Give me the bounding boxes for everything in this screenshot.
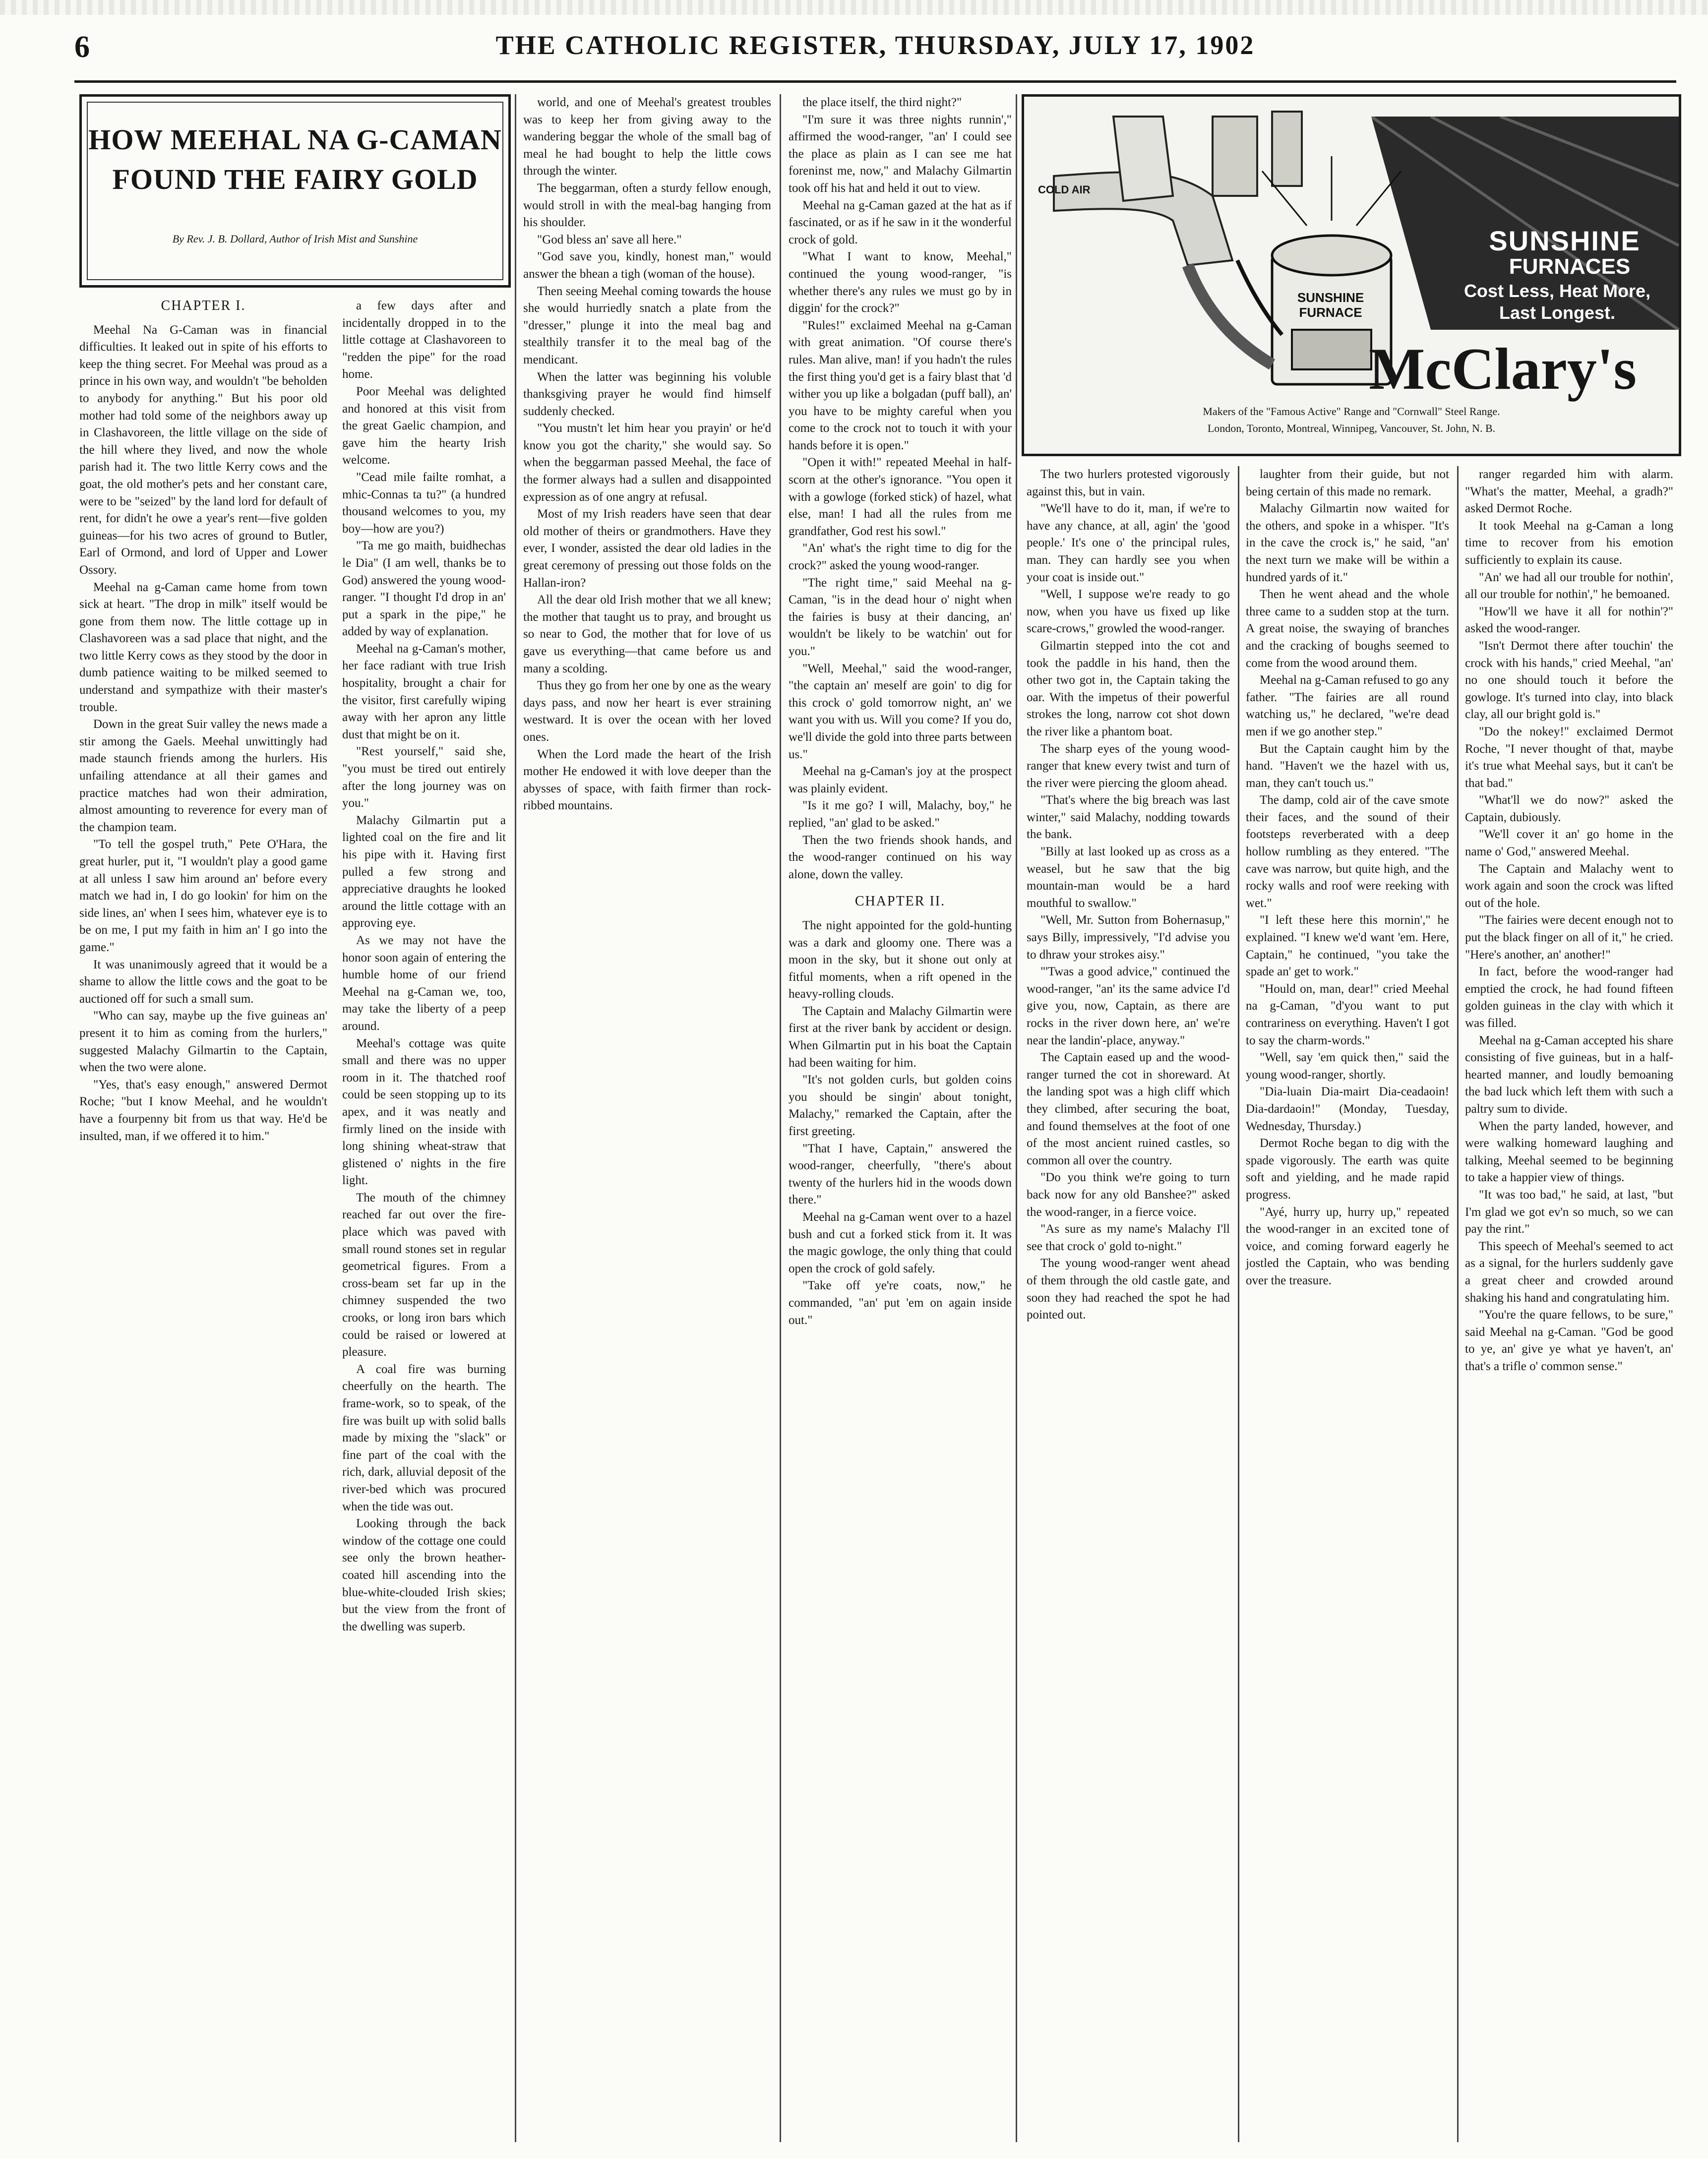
article-paragraph: Then seeing Meehal coming towards the house she would hurriedly snatch a plate from the "dresser," plunge it into the meal bag and stealthily transfer it to the meal bag of the mendicant. bbox=[523, 284, 771, 366]
article-paragraph: "Well, Mr. Sutton from Bohernasup," says Billy, impressively, "I'd advise you to dhraw your strokes aisy." bbox=[1027, 913, 1230, 961]
article-paragraph: "What I want to know, Meehal," continued the young wood-ranger, "is whether there's any rules we must go by in diggin' for the crock?" bbox=[789, 250, 1012, 315]
column-3 bbox=[523, 94, 771, 2142]
article-paragraph: "It was too bad," he said, at last, "but I'm glad we got ev'n so much, so we can pay the rint." bbox=[1465, 1188, 1673, 1236]
chapter-2-heading: CHAPTER II. bbox=[854, 894, 946, 909]
article-paragraph: Meehal na g-Caman refused to go any father. "The fairies are all round watching us," he declared, "we're dead men if we go another step." bbox=[1246, 673, 1449, 738]
column-5 bbox=[1027, 466, 1230, 2142]
column-rule bbox=[515, 94, 516, 2142]
column-rule bbox=[780, 94, 781, 2142]
page-number: 6 bbox=[74, 30, 90, 64]
header-rule bbox=[74, 80, 1676, 83]
column-3-body bbox=[523, 94, 771, 815]
article-paragraph: Meehal's cottage was quite small and there was no upper room in it. The thatched roof could be seen stopping up to its apex, and it was neatly and firmly lined on the inside with long shining wheat-straw that glistened o' nights in the fire light. bbox=[342, 1036, 506, 1188]
column-rule bbox=[1016, 94, 1017, 2142]
article-paragraph: "We'll cover it an' go home in the name o' God," answered Meehal. bbox=[1465, 828, 1673, 859]
article-paragraph: When the latter was beginning his voluble thanksgiving prayer he would find himself suddenly checked. bbox=[523, 370, 771, 418]
column-rule bbox=[1457, 466, 1459, 2142]
article-paragraph: Meehal na g-Caman gazed at the hat as if fascinated, or as if he saw in it the wonderful crock of gold. bbox=[789, 198, 1012, 246]
article-paragraph: world, and one of Meehal's greatest troubles was to keep her from giving away to the wandering beggar the whole of the small bag of meal he had bought to help the little cows through the winter. bbox=[523, 96, 771, 178]
article-paragraph: "Open it with!" repeated Meehal in half-scorn at the other's ignorance. "You open it with a gowloge (forked stick) of hazel, what else, man! I had all the rules from me grandfather, God rest his sowl." bbox=[789, 456, 1012, 538]
article-paragraph: Meehal na g-Caman went over to a hazel bush and cut a forked stick from it. It was the magic gowloge, the only thing that could open the crock of gold safely. bbox=[789, 1210, 1012, 1275]
column-2 bbox=[342, 298, 506, 2142]
article-paragraph: Most of my Irish readers have seen that dear old mother of theirs or grandmothers. Have they ever, I wonder, assisted the dear old ladies in the great ceremony of pressing out those folds on the Hallan-iron? bbox=[523, 507, 771, 590]
article-paragraph: It took Meehal na g-Caman a long time to recover from his emotion sufficiently to explain its cause. bbox=[1465, 519, 1673, 567]
article-paragraph: "Take off ye're coats, now," he commanded, "an' put 'em on again inside out." bbox=[789, 1279, 1012, 1327]
article-paragraph: "You're the quare fellows, to be sure," said Meehal na g-Caman. "God be good to ye, an' give ye what ye haven't, an' that's a trifle o' common sense." bbox=[1465, 1308, 1673, 1373]
article-paragraph: "That I have, Captain," answered the wood-ranger, cheerfully, "there's about twenty of the hurlers hid in the woods down there." bbox=[789, 1141, 1012, 1207]
article-paragraph: All the dear old Irish mother that we all knew; the mother that taught us to pray, and brought us so near to God, the mother that for love of us gave us everything—that came before us and many a scolding. bbox=[523, 593, 771, 675]
article-paragraph: When the party landed, however, and were walking homeward laughing and talking, Meehal seemed to be beginning to take a happier view of things. bbox=[1465, 1119, 1673, 1185]
article-paragraph: The mouth of the chimney reached far out over the fire-place which was paved with small round stones set in regular geometrical figures. From a cross-beam set far up in the chimney suspended the two crooks, or long iron bars which could be raised or lowered at pleasure. bbox=[342, 1191, 506, 1359]
article-paragraph: Poor Meehal was delighted and honored at this visit from the great Gaelic champion, and gave him the hearty Irish welcome. bbox=[342, 384, 506, 467]
ad-cities-line: London, Toronto, Montreal, Winnipeg, Vancouver, St. John, N. B. bbox=[1207, 422, 1496, 434]
article-paragraph: "Ta me go maith, buidhechas le Dia" (I am well, thanks be to God) answered the young wood-ranger. "I thought I'd drop in an' put a spark in the pipe," he added by way of explanation. bbox=[342, 539, 506, 639]
column-6-body bbox=[1246, 466, 1449, 1290]
article-paragraph: "Is it me go? I will, Malachy, boy," he replied, "an' glad to be asked." bbox=[789, 799, 1012, 830]
article-paragraph: "To tell the gospel truth," Pete O'Hara, the great hurler, put it, "I wouldn't play a good game at all unless I saw him around an' before every match we had in, I do go lookin' for him on the side lines, an' when I sees him, whatever eye is to be on me, I put my faith in him an' I go into the game." bbox=[79, 838, 327, 954]
article-paragraph: "What'll we do now?" asked the Captain, dubiously. bbox=[1465, 793, 1673, 824]
article-paragraph: Down in the great Suir valley the news made a stir among the Gaels. Meehal unwittingly had made staunch friends among the hurlers. His unfailing attendance at all their games and practice matches had won their admiration, almost amounting to reverence for every man of the champion team. bbox=[79, 718, 327, 834]
story-title-box bbox=[79, 94, 511, 288]
article-paragraph: "Well, Meehal," said the wood-ranger, "the captain an' meself are goin' to dig for this crock o' gold tomorrow night, an' we want you with us. Will you come? If you do, we'll divide the gold into three parts between us." bbox=[789, 661, 1012, 761]
column-4 bbox=[789, 94, 1012, 2142]
article-paragraph: "Hould on, man, dear!" cried Meehal na g-Caman, "d'you want to put contrariness on everything. Haven't I got to say the charm-words." bbox=[1246, 982, 1449, 1047]
article-paragraph: The damp, cold air of the cave smote their faces, and the sound of their footsteps reverberated with a deep hollow rumbling as they entered. "The cave was narrow, but quite high, and the rocky walls and roof were reeking with wet." bbox=[1246, 793, 1449, 910]
article-paragraph: Meehal Na G-Caman was in financial difficulties. It leaked out in spite of his efforts to keep the thing secret. For Meehal was proud as a prince in his own way, and wouldn't "be beholden to anybody for anything." But his poor old mother had told some of the neighbors away up in Clashavoreen, the little village on the side of the hill where they lived, and now the whole parish had it. The two little Kerry cows and the goat, the old mother's pets and her constant care, were to be "seized" by the land lord for default of rent, for didn't he owe a year's rent—five golden guineas—for his two acres of ground to Butler, Earl of Ormond, and lord of Upper and Lower Ossory. bbox=[79, 323, 327, 577]
article-paragraph: "Rest yourself," said she, "you must be tired out entirely after the long journey was on you." bbox=[342, 745, 506, 810]
article-paragraph: "Rules!" exclaimed Meehal na g-Caman with great animation. "Of course there's rules. Man alive, man! if you hadn't the rules the first thing you'd get is a fairy blast that 'd wither you up like a bolgadan (puff ball), an' you have to be mighty careful when you come to the crock not to touch it with your hands before it is open." bbox=[789, 318, 1012, 452]
article-paragraph: "We'll have to do it, man, if we're to have any chance, at all, agin' the 'good people.' It's one o' the principal rules, man. They can hardly see you when your coat is inside out." bbox=[1027, 502, 1230, 584]
article-paragraph: Gilmartin stepped into the cot and took the paddle in his hand, then the other two got in, the Captain taking the oar. With the impetus of their powerful strokes the long, narrow cot shot down the river like a phantom boat. bbox=[1027, 639, 1230, 738]
mcclarys-logo: McClary's bbox=[1369, 336, 1637, 402]
article-paragraph: As we may not have the honor soon again of entering the humble home of our friend Meehal na g-Caman we, too, may take the liberty of a peep around. bbox=[342, 933, 506, 1033]
story-byline: By Rev. J. B. Dollard, Author of Irish Mist and Sunshine bbox=[172, 233, 418, 245]
article-paragraph: Meehal na g-Caman came home from town sick at heart. "The drop in milk" itself would be gone from them now. The little cottage up in Clashavoreen was a sad place that night, and the two little Kerry cows as they stood by the door in dumb patience waiting to be milked seemed to understand and sympathize with their master's trouble. bbox=[79, 580, 327, 714]
column-4-body bbox=[789, 94, 1012, 883]
article-paragraph: "The right time," said Meehal na g-Caman, "is in the dead hour o' night when the fairies is busy at their dancing, an' wouldn't be likely to be watchin' out for you." bbox=[789, 576, 1012, 658]
article-paragraph: a few days after and incidentally dropped in to the little cottage at Clashavoreen to "redden the pipe" for the road home. bbox=[342, 299, 506, 381]
article-paragraph: "Who can say, maybe up the five guineas an' present it to him as coming from the hurlers," suggested Malachy Gilmartin to the Captain, when the two were alone. bbox=[79, 1009, 327, 1075]
article-paragraph: "An' what's the right time to dig for the crock?" asked the young wood-ranger. bbox=[789, 541, 1012, 573]
article-paragraph: "The fairies were decent enough not to put the black finger on all of it," he cried. "Here's another, an' another!" bbox=[1465, 913, 1673, 961]
ad-sunshine-heading: SUNSHINE bbox=[1489, 225, 1641, 256]
article-paragraph: "As sure as my name's Malachy I'll see that crock o' gold to-night." bbox=[1027, 1222, 1230, 1253]
article-paragraph: "Cead mile failte romhat, a mhic-Connas ta tu?" (a hundred thousand welcomes to you, my boy—how are you?) bbox=[342, 470, 506, 536]
article-paragraph: The Captain eased up and the wood-ranger turned the cot in shoreward. At the landing spot was a high cliff which they climbed, after securing the boat, and found themselves at the foot of one of the most ancient ruined castles, so common all over the country. bbox=[1027, 1051, 1230, 1167]
article-paragraph: "'Twas a good advice," continued the wood-ranger, "an' its the same advice I'd give you, now, Captain, as there are rocks in the river down here, an' we're near the landin'-place, anyway." bbox=[1027, 965, 1230, 1047]
furnace-label: SUNSHINE FURNACE bbox=[1297, 290, 1364, 320]
article-paragraph: Meehal na g-Caman's mother, her face radiant with true Irish hospitality, brought a chair for the visitor, first carefully wiping away with her apron any little dust that might be on it. bbox=[342, 642, 506, 741]
ad-makers-line: Makers of the "Famous Active" Range and "Cornwall" Steel Range. bbox=[1203, 405, 1500, 418]
article-paragraph: "Do the nokey!" exclaimed Dermot Roche, "I never thought of that, maybe it's true what Meehal says, but it can't be that bad." bbox=[1465, 724, 1673, 790]
ad-furnaces-heading: FURNACES bbox=[1509, 254, 1631, 279]
column-6 bbox=[1246, 466, 1449, 2142]
article-paragraph: "God save you, kindly, honest man," would answer the bhean a tigh (woman of the house). bbox=[523, 250, 771, 281]
ad-tagline-line-2: Last Longest. bbox=[1499, 302, 1616, 323]
article-paragraph: The sharp eyes of the young wood-ranger that knew every twist and turn of the river were piercing the gloom ahead. bbox=[1027, 742, 1230, 790]
article-paragraph: "Well, I suppose we're ready to go now, when you have us fixed up like scare-crows," growled the wood-ranger. bbox=[1027, 588, 1230, 636]
article-paragraph: Malachy Gilmartin put a lighted coal on the fire and lit his pipe with it. Having first pulled a few strong and appreciative draughts he looked around the little cottage with an approving eye. bbox=[342, 813, 506, 930]
article-paragraph: The Captain and Malachy Gilmartin were first at the river bank by accident or design. When Gilmartin put in his boat the Captain had been waiting for him. bbox=[789, 1004, 1012, 1070]
article-paragraph: "Do you think we're going to turn back now for any old Banshee?" asked the wood-ranger, in a fierce voice. bbox=[1027, 1171, 1230, 1219]
article-paragraph: This speech of Meehal's seemed to act as a signal, for the hurlers suddenly gave a great cheer and crowded around shaking his hand and congratulating him. bbox=[1465, 1239, 1673, 1305]
article-paragraph: "I left these here this mornin'," he explained. "I knew we'd want 'em. Here, Captain," he continued, "you take the spade an' get to work." bbox=[1246, 913, 1449, 979]
column-4-chapter-2-body bbox=[789, 917, 1012, 1329]
article-paragraph: Thus they go from her one by one as the weary days pass, and now her heart is ever straining westward. It is over the ocean with her loved ones. bbox=[523, 679, 771, 744]
story-title-line-2: FOUND THE FAIRY GOLD bbox=[112, 163, 478, 195]
column-5-body bbox=[1027, 466, 1230, 1324]
article-paragraph: Then he went ahead and the whole three came to a sudden stop at the turn. A great noise, the swaying of branches and the cracking of boughs seemed to come from the wood around them. bbox=[1246, 588, 1449, 670]
article-paragraph: But the Captain caught him by the hand. "Haven't we the hazel with us, man, they can't touch us." bbox=[1246, 742, 1449, 790]
column-1-body bbox=[79, 322, 327, 1145]
masthead bbox=[74, 15, 1676, 79]
ad-tagline bbox=[1441, 280, 1674, 324]
story-title-line-1: HOW MEEHAL NA G-CAMAN bbox=[88, 123, 502, 156]
article-paragraph: When the Lord made the heart of the Irish mother He endowed it with love deeper than the abysses of space, with faith firmer than rock-ribbed mountains. bbox=[523, 747, 771, 813]
column-7 bbox=[1465, 466, 1673, 2142]
article-paragraph: The Captain and Malachy went to work again and soon the crock was lifted out of the hole. bbox=[1465, 862, 1673, 910]
newspaper-title: THE CATHOLIC REGISTER, THURSDAY, JULY 17, 1902 bbox=[495, 30, 1255, 60]
article-paragraph: Looking through the back window of the cottage one could see only the brown heather-coated hill ascending into the blue-white-clouded Irish skies; but the view from the front of the dwelling was superb. bbox=[342, 1517, 506, 1633]
article-paragraph: The night appointed for the gold-hunting was a dark and gloomy one. There was a moon in the sky, but it shone out only at fitful moments, when a rift opened in the heavy-rolling clouds. bbox=[789, 918, 1012, 1001]
article-paragraph: "Isn't Dermot there after touchin' the crock with his hands," cried Meehal, "an' no one should touch it before the gowloge. It's turned into clay, into black clay, all our bright gold is." bbox=[1465, 639, 1673, 721]
article-paragraph: "I'm sure it was three nights runnin'," affirmed the wood-ranger, "an' I could see the place as plain as I can see me hat foreninst me, now," and Malachy Gilmartin took off his hat and held it out to view. bbox=[789, 113, 1012, 195]
article-paragraph: The young wood-ranger went ahead of them through the old castle gate, and soon they had reached the spot he had pointed out. bbox=[1027, 1257, 1230, 1322]
article-paragraph: laughter from their guide, but not being certain of this made no remark. bbox=[1246, 468, 1449, 498]
article-paragraph: ranger regarded him with alarm. "What's the matter, Meehal, a gradh?" asked Dermot Roche. bbox=[1465, 468, 1673, 516]
cold-air-label: COLD AIR bbox=[1038, 183, 1091, 196]
article-paragraph: A coal fire was burning cheerfully on the hearth. The frame-work, so to speak, of the fire was built up with solid balls made by mixing the "slack" or fine part of the coal with the rich, dark, alluvial deposit of the river-bed which was procured when the tide was out. bbox=[342, 1362, 506, 1513]
article-paragraph: "How'll we have it all for nothin'?" asked the wood-ranger. bbox=[1465, 604, 1673, 636]
article-paragraph: Then the two friends shook hands, and the wood-ranger continued on his way alone, down the valley. bbox=[789, 833, 1012, 881]
mcclarys-furnace-ad bbox=[1022, 94, 1681, 456]
article-paragraph: It was unanimously agreed that it would be a shame to allow the little cows and the goat to be auctioned off for such a small sum. bbox=[79, 958, 327, 1006]
article-paragraph: "Dia-luain Dia-mairt Dia-ceadaoin! Dia-dardaoin!" (Monday, Tuesday, Wednesday, Thursday.) bbox=[1246, 1085, 1449, 1133]
article-paragraph: "Ayé, hurry up, hurry up," repeated the wood-ranger in an excited tone of voice, and coming forward eagerly he jostled the Captain, who was bending over the treasure. bbox=[1246, 1205, 1449, 1287]
ad-tagline-line-1: Cost Less, Heat More, bbox=[1464, 281, 1651, 301]
article-paragraph: The beggarman, often a sturdy fellow enough, would stroll in with the meal-bag hanging from his shoulder. bbox=[523, 181, 771, 230]
article-paragraph: "Yes, that's easy enough," answered Dermot Roche; "but I know Meehal, and he wouldn't have a fourpenny bit from us that way. He'd be insulted, man, if we offered it to him." bbox=[79, 1078, 327, 1143]
chapter-1-heading: CHAPTER I. bbox=[161, 298, 246, 313]
article-paragraph: "An' we had all our trouble for nothin', all our trouble for nothin'," he bemoaned. bbox=[1465, 570, 1673, 601]
article-paragraph: the place itself, the third night?" bbox=[802, 96, 962, 109]
article-paragraph: "God bless an' save all here." bbox=[537, 233, 682, 246]
article-paragraph: "Well, say 'em quick then," said the young wood-ranger, shortly. bbox=[1246, 1051, 1449, 1081]
scan-edge bbox=[0, 0, 1708, 15]
article-paragraph: Dermot Roche began to dig with the spade vigorously. The earth was quite soft and yielding, and he made rapid progress. bbox=[1246, 1137, 1449, 1201]
column-2-body bbox=[342, 298, 506, 1635]
article-paragraph: In fact, before the wood-ranger had emptied the crock, he had found fifteen golden guineas in the clay with which it was filled. bbox=[1465, 965, 1673, 1030]
article-paragraph: "It's not golden curls, but golden coins you should be singin' about tonight, Malachy," remarked the Captain, after the first greeting. bbox=[789, 1073, 1012, 1139]
article-paragraph: Meehal na g-Caman accepted his share consisting of five guineas, but in a half-hearted manner, and loudly bemoaning the bad luck which left them with such a paltry sum to divide. bbox=[1465, 1033, 1673, 1116]
article-paragraph: Meehal na g-Caman's joy at the prospect was plainly evident. bbox=[789, 765, 1012, 795]
article-paragraph: "Billy at last looked up as cross as a weasel, but he saw that the big mountain-man would be a hard mouthful to swallow." bbox=[1027, 845, 1230, 910]
article-paragraph: Malachy Gilmartin now waited for the others, and spoke in a whisper. "It's in the cave the crock is," he said, "an' the next turn we make will be within a hundred yards of it." bbox=[1246, 502, 1449, 584]
article-paragraph: The two hurlers protested vigorously against this, but in vain. bbox=[1027, 468, 1230, 498]
column-rule bbox=[1238, 466, 1239, 2142]
column-7-body bbox=[1465, 466, 1673, 1375]
article-paragraph: "That's where the big breach was last winter," said Malachy, nodding towards the bank. bbox=[1027, 793, 1230, 841]
article-paragraph: "You mustn't let him hear you prayin' or he'd know you got the charity," she would say. So when the beggarman passed Meehal, the face of the former always had a sullen and disappointed expression as of one angry at refusal. bbox=[523, 421, 771, 504]
